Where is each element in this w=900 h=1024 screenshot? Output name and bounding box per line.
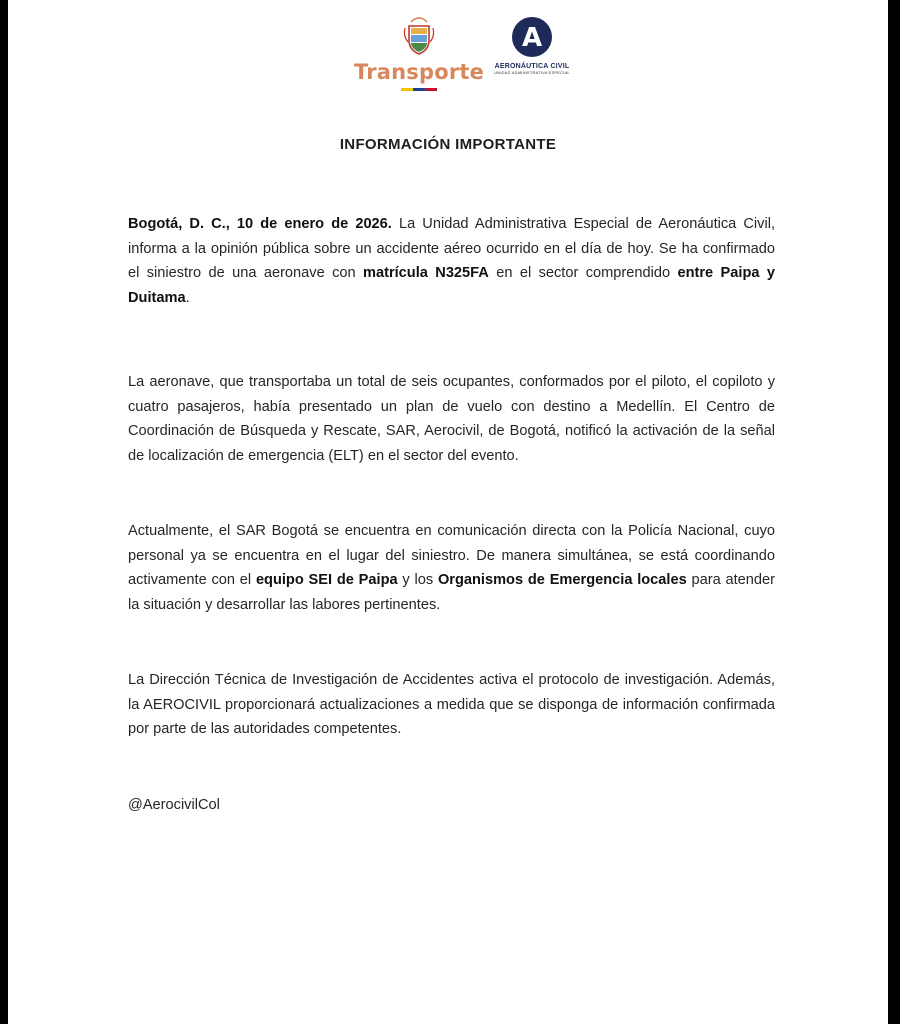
- paragraph-1-text-b: en el sector comprendido: [488, 265, 678, 281]
- accident-location: entre Paipa y Duitama: [128, 265, 775, 306]
- flag-red-stripe: [425, 88, 437, 91]
- colombia-flag-stripe: [401, 88, 437, 91]
- transporte-wordmark: Transporte: [354, 60, 485, 84]
- paragraph-4: La Dirección Técnica de Investigación de Accidentes activa el protocolo de investigación. Además, la AEROCIVIL proporcionará actualizaciones a medida que se disponga de información confirmada por parte de las autoridades competentes.: [128, 672, 775, 737]
- paragraph-2: La aeronave, que transportaba un total de seis ocupantes, conformados por el piloto, el copiloto y cuatro pasajeros, había presentado un plan de vuelo con destino a Medellín. El Centro de Coordinación de Búsqueda y Rescate, SAR, Aerocivil, de Bogotá, notificó la activación de la señal de localización de emergencia (ELT) en el sector del evento.: [128, 374, 775, 464]
- document-page: [8, 0, 888, 1024]
- flag-blue-stripe: [413, 88, 425, 91]
- paragraph-3: [128, 519, 775, 617]
- paragraph-3-text-b: y los: [397, 572, 438, 588]
- paragraph-3-text-c: para atender la situación y desarrollar las labores pertinentes.: [128, 572, 775, 613]
- aircraft-registration: matrícula N325FA: [363, 265, 489, 281]
- transporte-logo: [354, 14, 484, 94]
- sei-team: equipo SEI de Paipa: [255, 572, 398, 588]
- aerocivil-emblem-letter: A: [521, 23, 543, 53]
- emergency-organisms: Organismos de Emergencia locales: [437, 572, 687, 588]
- paragraph-1: [128, 212, 775, 310]
- aerocivil-logo: [482, 14, 582, 84]
- dateline: Bogotá, D. C., 10 de enero de 2026.: [128, 216, 392, 232]
- aerocivil-name: AERONÁUTICA CIVIL: [494, 63, 570, 70]
- paragraph-1-text-c: .: [185, 289, 190, 306]
- paragraph-3-text-a: Actualmente, el SAR Bogotá se encuentra en comunicación directa con la Policía Nacional, cuyo personal ya se encuentra en el lugar del siniestro. De manera simultánea, se está coordinando activamente con el: [128, 523, 775, 588]
- flag-yellow-stripe: [401, 88, 413, 91]
- aerocivil-emblem-icon: [511, 16, 553, 58]
- colombia-crest-icon: [402, 14, 436, 56]
- paragraph-1-text-a: La Unidad Administrativa Especial de Aeronáutica Civil, informa a la opinión pública sobre un accidente aéreo ocurrido en el día de hoy. Se ha confirmado el siniestro de una aeronave con: [128, 216, 776, 281]
- document-title: INFORMACIÓN IMPORTANTE: [339, 136, 557, 153]
- social-handle: @AerocivilCol: [128, 797, 220, 813]
- aerocivil-subtitle: UNIDAD ADMINISTRATIVA ESPECIAL: [494, 70, 570, 75]
